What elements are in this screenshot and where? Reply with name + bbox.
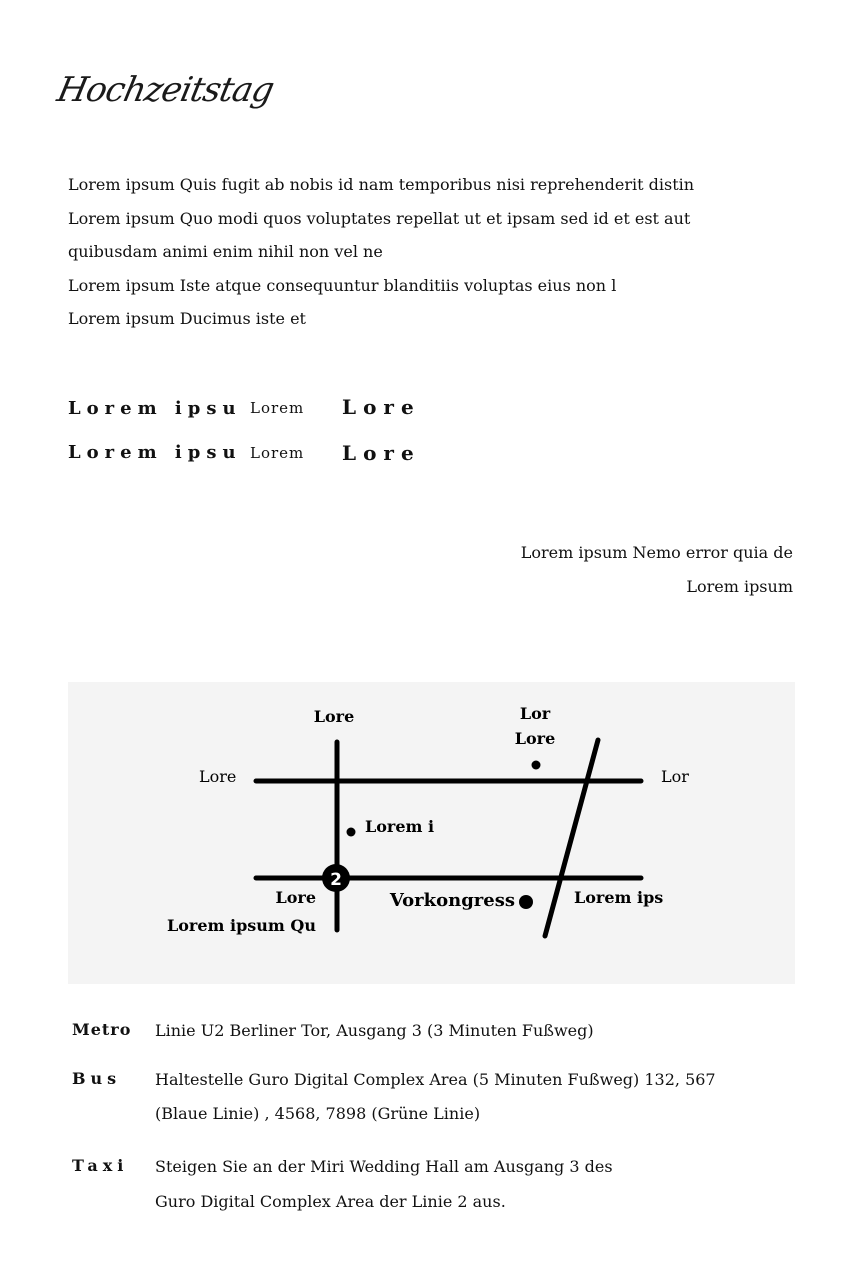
transport-mode: Bus [72, 1069, 122, 1088]
transport-detail: (Blaue Linie) , 4568, 7898 (Grüne Linie) [155, 1104, 481, 1123]
station-sublabel: Lorem ipsum Qu [166, 916, 316, 935]
map-label-top-right: Lor [519, 704, 551, 723]
map-label-place: Lorem i [365, 817, 435, 836]
location-map [68, 682, 795, 984]
address-line: Lorem ipsum Nemo error quia de [520, 543, 793, 562]
transport-detail: Guro Digital Complex Area der Linie 2 aus. [155, 1192, 506, 1211]
transport-metro [72, 1014, 832, 1054]
intro-text [68, 168, 808, 336]
poi-dot [532, 761, 541, 770]
venue-dot [519, 895, 533, 909]
address-block [521, 536, 793, 604]
schedule-small: Lorem [250, 399, 305, 417]
station-number: 2 [330, 870, 342, 890]
map-label-top-right: Lore [514, 729, 556, 748]
transport-taxi [72, 1150, 832, 1222]
transport-mode: Taxi [72, 1156, 129, 1175]
poi-dot [347, 828, 356, 837]
station-label: Lore [275, 888, 316, 907]
schedule-label: Lorem ipsu [68, 442, 242, 463]
transport-mode: Metro [72, 1020, 132, 1039]
schedule-small: Lorem [250, 444, 305, 462]
intro-line: Lorem ipsum Iste atque consequuntur blanditiis voluptas eius non l [68, 275, 617, 295]
schedule-big: Lore [342, 441, 421, 465]
venue-label: Vorkongress [389, 890, 515, 911]
intro-line: Lorem ipsum Quis fugit ab nobis id nam temporibus nisi reprehenderit distin [68, 175, 695, 194]
transport-detail: Steigen Sie an der Miri Wedding Hall am Ausgang 3 des [155, 1157, 613, 1176]
intro-line: quibusdam animi enim nihil non vel ne [68, 242, 383, 262]
map-label-left: Lore [199, 767, 237, 786]
map-label-bottom-right: Lorem ips [574, 888, 664, 907]
transport-detail: Linie U2 Berliner Tor, Ausgang 3 (3 Minuten Fußweg) [155, 1021, 594, 1040]
map-drawing [68, 682, 795, 984]
transport-bus [72, 1063, 832, 1135]
intro-line: Lorem ipsum Ducimus iste et [68, 309, 306, 329]
page-title: Hochzeitstag [53, 70, 278, 110]
transport-detail: Haltestelle Guro Digital Complex Area (5 Minuten Fußweg) 132, 567 [155, 1070, 716, 1089]
intro-line: Lorem ipsum Quo modi quos voluptates repellat ut et ipsam sed id et est aut [68, 208, 691, 228]
map-label-right: Lor [661, 767, 689, 786]
address-line: Lorem ipsum [686, 577, 793, 596]
schedule-label: Lorem ipsu [68, 398, 242, 419]
map-label-top: Lore [313, 707, 355, 726]
schedule-big: Lore [342, 395, 421, 419]
